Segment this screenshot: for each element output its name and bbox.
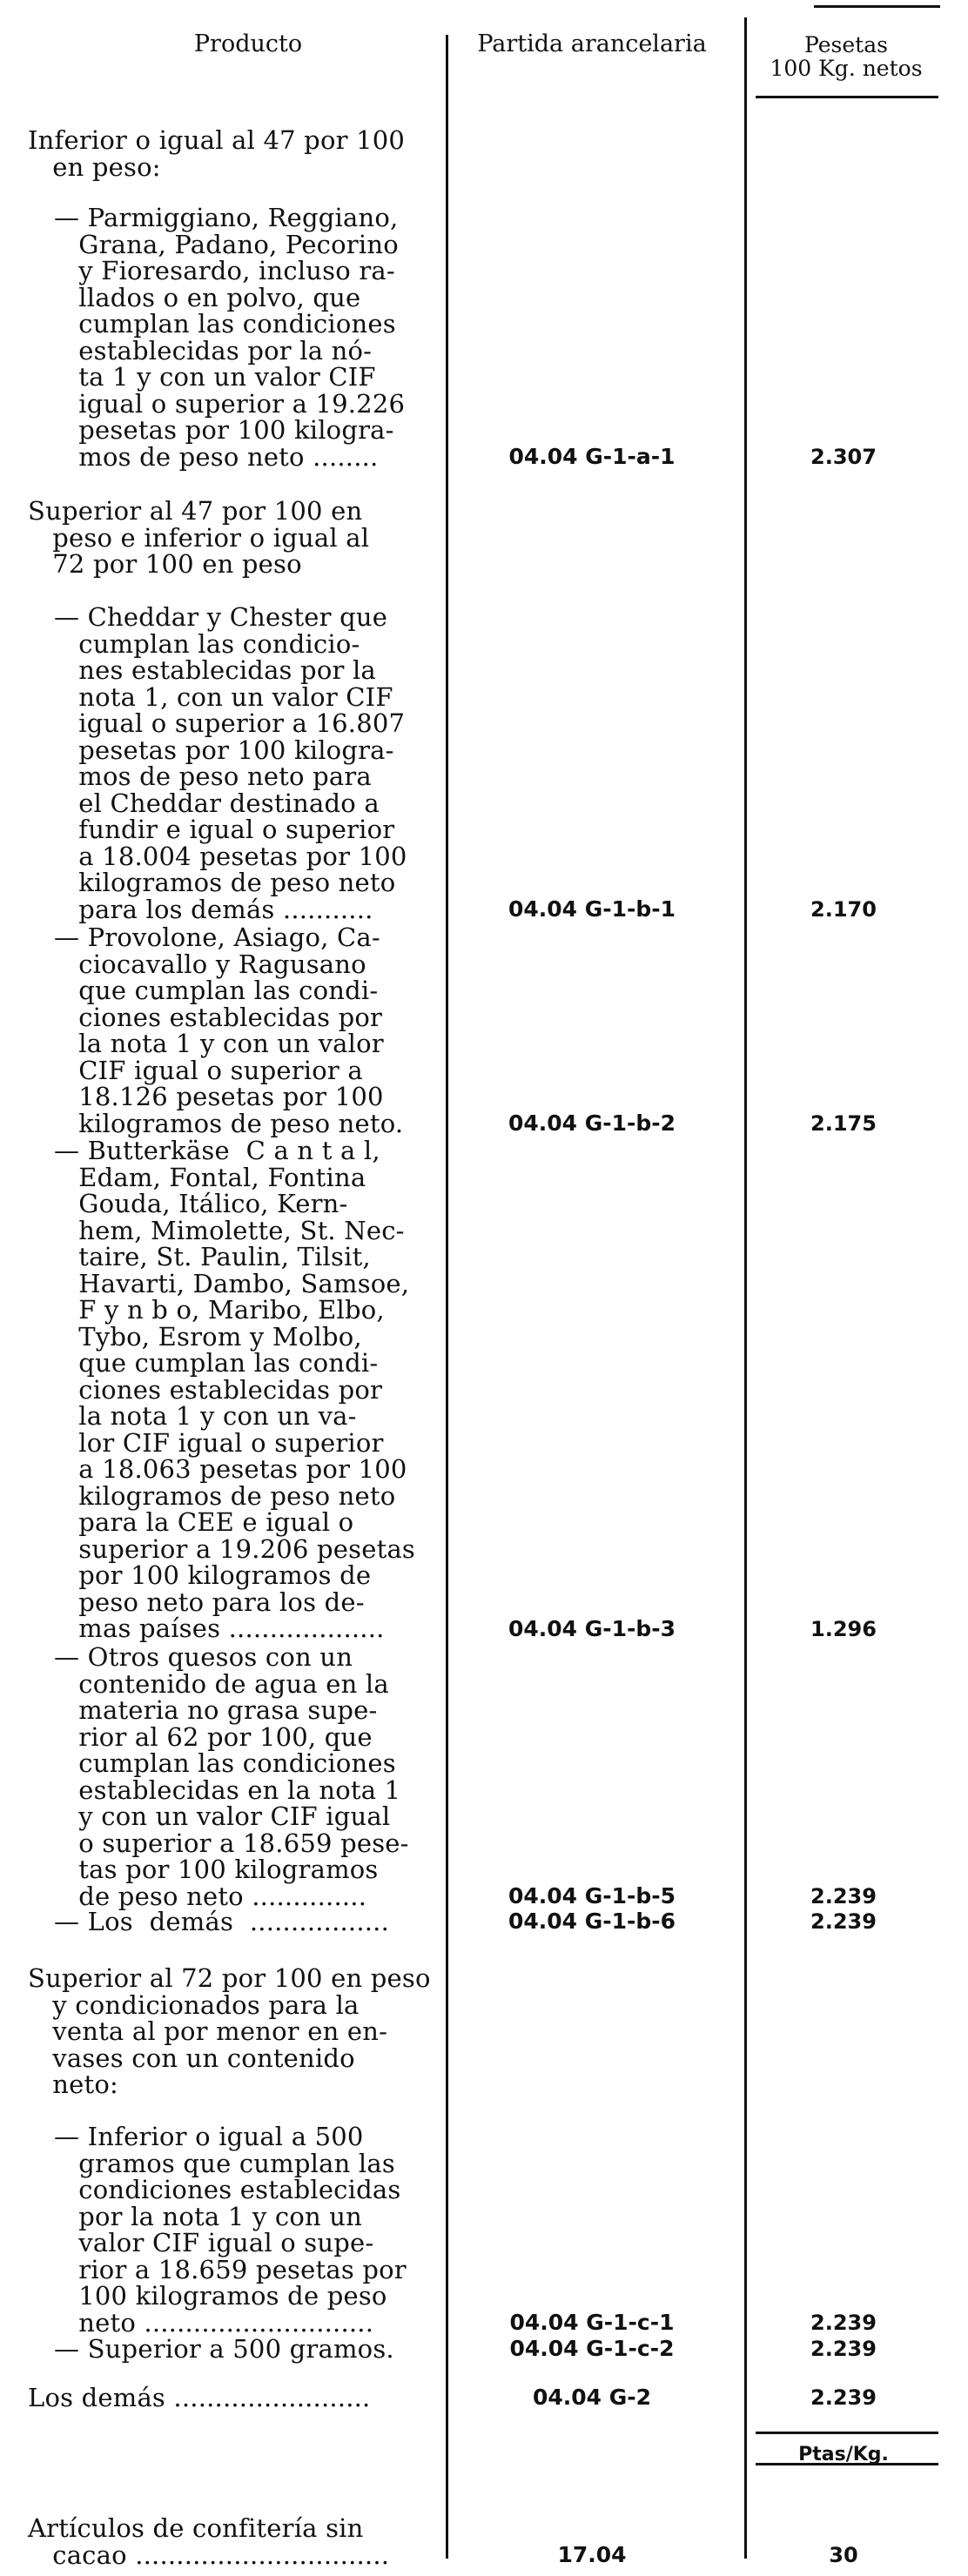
- price-value: 2.307: [810, 445, 877, 469]
- subhead-rule: [756, 2432, 938, 2434]
- price-value: 2.239: [810, 2385, 877, 2410]
- product-description: Inferior o igual al 47 por 100 en peso:: [28, 125, 406, 182]
- product-description: — Provolone, Asiago, Ca- ciocavallo y Ragusano que cumplan las condi- ciones establecidas por la nota 1 y con un valor CIF igual o superior a 18.126 pesetas por 100 kilogramos de peso neto.: [54, 922, 404, 1138]
- tariff-code: 04.04 G-1-a-1: [508, 444, 676, 469]
- price-value: 2.170: [810, 897, 877, 922]
- product-description: — Otros quesos con un contenido de agua en la materia no grasa supe- rior al 62 por 100, que cumplan las condiciones establecidas en la nota 1 y con un valor CIF igual o superior a 18.659 pese- tas por 100 kilogramos de peso neto ..............: [54, 1642, 409, 1911]
- product-description: Superior al 72 por 100 en peso y condicionados para la venta al por menor en en- vases con un contenido neto:: [28, 1963, 431, 2099]
- price-value: 2.239: [810, 2311, 877, 2335]
- column-header-pesetas-line1: Pesetas: [804, 32, 888, 57]
- top-rule: [814, 5, 940, 8]
- price-value: 2.239: [810, 2337, 877, 2361]
- tariff-code: 04.04 G-1-b-3: [508, 1616, 676, 1641]
- product-description: — Inferior o igual a 500 gramos que cumplan las condiciones establecidas por la nota 1 y con un valor CIF igual o supe- rior a 18.659 pesetas por 100 kilogramos de peso neto ............................: [54, 2122, 407, 2338]
- tariff-code: 04.04 G-2: [532, 2385, 652, 2410]
- column-header-producto: Producto: [193, 30, 303, 57]
- product-description: — Parmiggiano, Reggiano, Grana, Padano, Pecorino y Fioresardo, incluso ra- llados o en polvo, que cumplan las condiciones establecidas por la nó- ta 1 y con un valor CIF igual o superior a 19.226 pesetas por 100 kilogra- mos de peso neto ........: [54, 203, 406, 472]
- product-description: Artículos de confitería sin cacao ...............................: [28, 2513, 390, 2570]
- tariff-code: 17.04: [557, 2542, 627, 2567]
- header-rule-right: [756, 96, 938, 98]
- tariff-code: 04.04 G-1-c-1: [509, 2310, 675, 2335]
- price-value: 2.239: [810, 1884, 877, 1909]
- price-value: 2.175: [810, 1111, 877, 1136]
- column-header-partida: Partida arancelaria: [477, 30, 707, 57]
- product-description: — Los demás .................: [54, 1907, 389, 1936]
- column-divider-2: [744, 17, 747, 2559]
- column-header-pesetas: [750, 33, 942, 80]
- unit-label: Ptas/Kg.: [798, 2444, 889, 2465]
- tariff-code: 04.04 G-1-b-2: [508, 1110, 676, 1136]
- tariff-code: 04.04 G-1-b-6: [508, 1909, 676, 1934]
- product-description: — Butterkäse C a n t a l, Edam, Fontal, Fontina Gouda, Itálico, Kern- hem, Mimolette, St. Nec- taire, St. Paulin, Tilsit, Havarti, Dambo, Samsoe, F y n b o, Maribo, Elbo, Tybo, Esrom y Molbo, que cumplan las condi- ciones establecidas por la nota 1 y con un va- lor CIF igual o superior a 18.063 pesetas por 100 kilogramos de peso neto para la CEE e igual o superior a 19.206 pesetas por 100 kilogramos de peso neto para los de- mas países ...................: [54, 1136, 416, 1643]
- tariff-code: 04.04 G-1-b-1: [508, 896, 676, 922]
- tariff-code: 04.04 G-1-c-2: [509, 2336, 675, 2361]
- column-header-pesetas-line2: 100 Kg. netos: [770, 56, 923, 81]
- tariff-code: 04.04 G-1-b-5: [508, 1883, 676, 1909]
- price-value: 1.296: [810, 1617, 877, 1641]
- price-value: 2.239: [810, 1909, 877, 1934]
- product-description: — Cheddar y Chester que cumplan las condicio- nes establecidas por la nota 1, con un valor CIF igual o superior a 16.807 pesetas por 100 kilogra- mos de peso neto para el Cheddar destinado a fundir e igual o superior a 18.004 pesetas por 100 kilogramos de peso neto para los demás ...........: [54, 602, 407, 924]
- product-description: Los demás ........................: [28, 2383, 371, 2412]
- product-description: Superior al 47 por 100 en peso e inferior o igual al 72 por 100 en peso: [28, 496, 370, 579]
- price-value: 30: [829, 2543, 858, 2567]
- column-divider-1: [446, 35, 448, 2559]
- product-description: — Superior a 500 gramos.: [54, 2334, 394, 2364]
